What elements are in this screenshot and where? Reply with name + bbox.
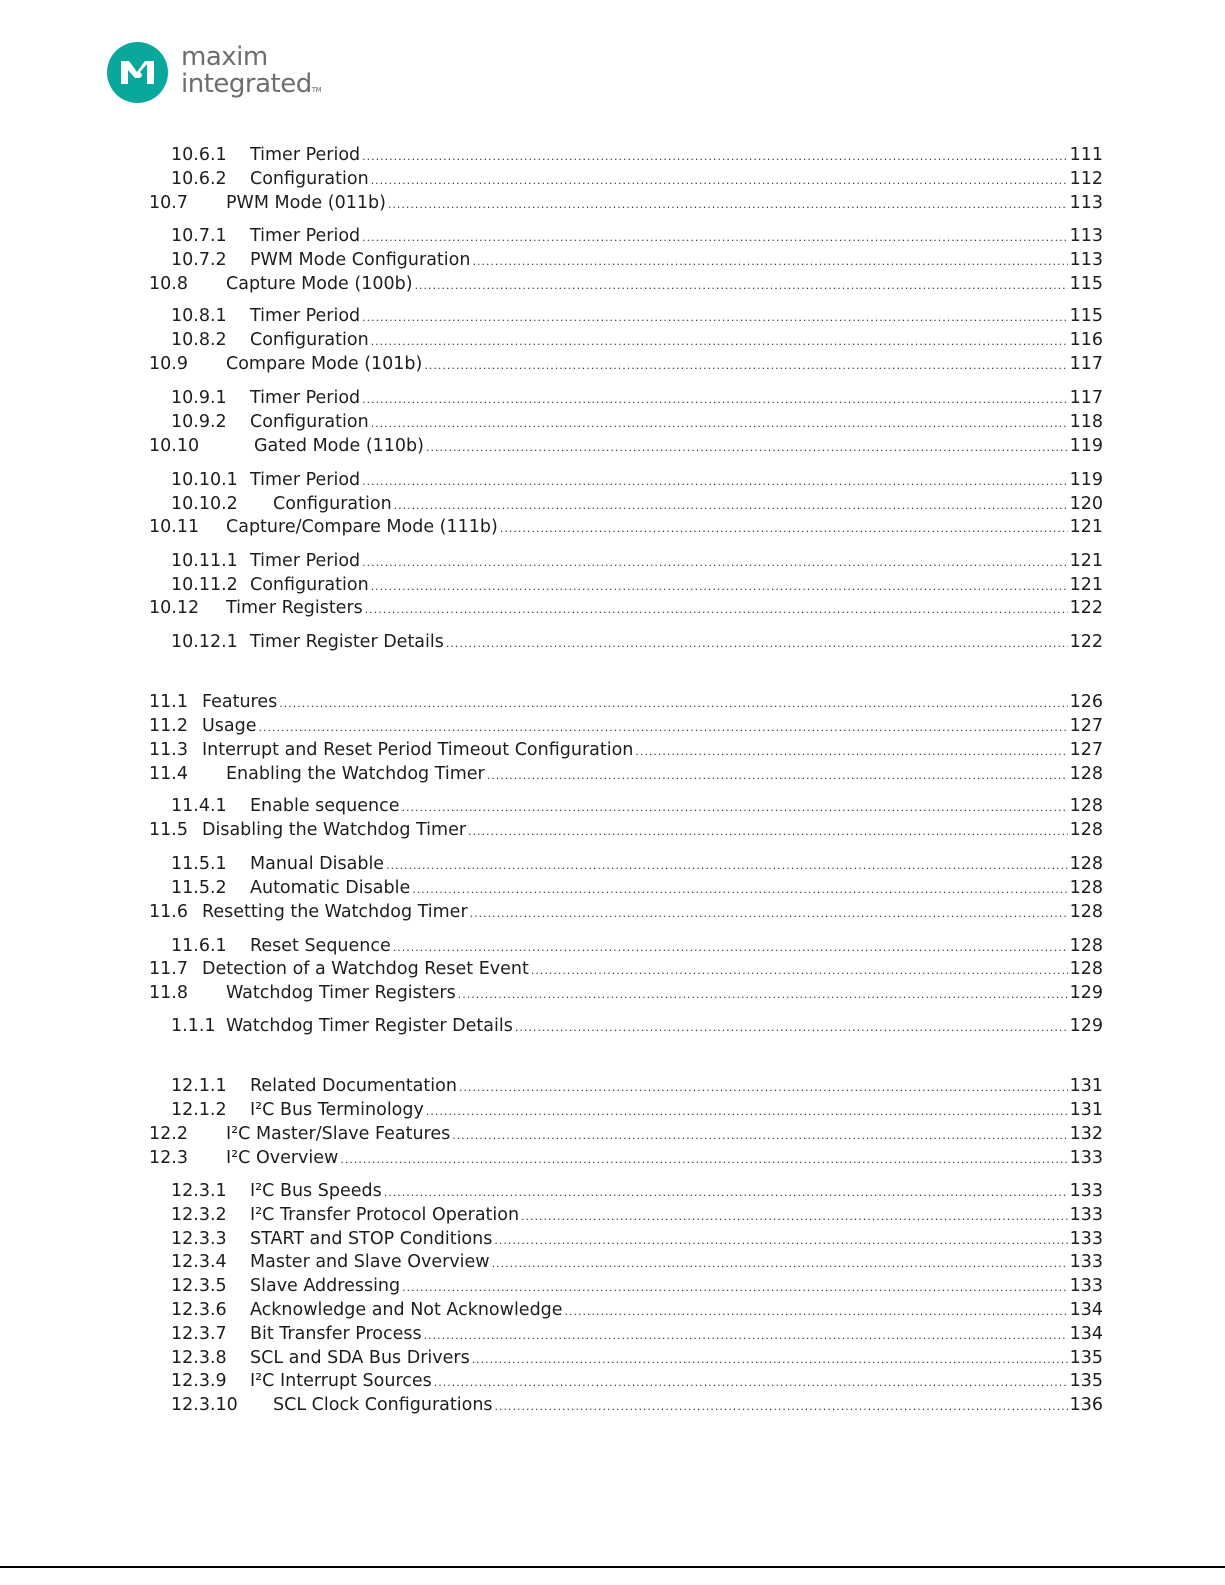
toc-entry-leader — [250, 411, 1103, 435]
toc-entry[interactable] — [0, 574, 1225, 596]
toc-entry-title[interactable]: Features — [202, 692, 278, 712]
toc-entry-title[interactable]: Compare Mode (101b) — [226, 354, 423, 374]
toc-entry-title[interactable]: Related Documentation — [250, 1076, 457, 1096]
toc-entry-title[interactable]: START and STOP Conditions — [250, 1229, 493, 1249]
toc-entry-page[interactable]: 133 — [1069, 1148, 1103, 1168]
toc-entry-leader — [226, 1147, 1103, 1171]
dot-leader — [426, 1101, 1068, 1123]
toc-entry-title[interactable]: Master and Slave Overview — [250, 1252, 490, 1272]
dot-leader — [402, 797, 1068, 819]
toc-entry-number: 12.1.2 — [171, 1100, 227, 1120]
toc-entry[interactable] — [0, 819, 1225, 841]
dot-leader — [259, 717, 1068, 739]
toc-entry-title[interactable]: Configuration — [273, 494, 392, 514]
toc-entry-number: 10.12.1 — [171, 632, 238, 652]
toc-entry-number: 10.9.2 — [171, 412, 227, 432]
dot-leader — [388, 194, 1068, 216]
toc-entry-page[interactable]: 135 — [1069, 1371, 1103, 1391]
toc-entry-leader — [254, 435, 1103, 459]
toc-entry-leader — [250, 631, 1103, 655]
toc-entry-page[interactable]: 128 — [1069, 902, 1103, 922]
toc-entry-leader — [226, 982, 1103, 1006]
dot-leader — [494, 1230, 1067, 1252]
dot-leader — [362, 552, 1067, 574]
dot-leader — [384, 1182, 1068, 1204]
toc-entry-page[interactable]: 131 — [1069, 1076, 1103, 1096]
toc-entry-page[interactable]: 127 — [1069, 740, 1103, 760]
dot-leader — [424, 1325, 1068, 1347]
toc-entry-leader — [250, 387, 1103, 411]
toc-entry-page[interactable]: 113 — [1069, 193, 1103, 213]
toc-entry-title[interactable]: Timer Register Details — [250, 632, 444, 652]
toc-entry-leader — [202, 958, 1103, 982]
dot-leader — [279, 693, 1067, 715]
toc-entry-title[interactable]: Timer Period — [250, 145, 361, 165]
toc-entry[interactable] — [0, 144, 1225, 166]
toc-entry-page[interactable]: 128 — [1069, 854, 1103, 874]
toc-entry[interactable] — [0, 225, 1225, 247]
toc-entry-title[interactable]: I²C Bus Speeds — [250, 1181, 382, 1201]
toc-entry[interactable] — [0, 853, 1225, 875]
toc-entry-number: 11.5.1 — [171, 854, 227, 874]
toc-entry-title[interactable]: Manual Disable — [250, 854, 385, 874]
toc-entry[interactable] — [0, 1099, 1225, 1121]
toc-entry[interactable] — [0, 168, 1225, 190]
toc-entry-number: 12.2 — [149, 1124, 188, 1144]
toc-entry-leader — [250, 935, 1103, 959]
toc-entry-leader — [226, 353, 1103, 377]
logo-mark-icon — [107, 42, 168, 103]
dot-leader — [362, 227, 1067, 249]
toc-entry-leader — [226, 597, 1103, 621]
toc-entry[interactable] — [0, 353, 1225, 375]
toc-entry-title[interactable]: Timer Period — [250, 470, 361, 490]
toc-entry-number: 10.12 — [149, 598, 200, 618]
toc-entry-page[interactable]: 121 — [1069, 517, 1103, 537]
toc-entry[interactable] — [0, 1370, 1225, 1392]
toc-entry-leader — [250, 877, 1103, 901]
toc-entry-leader — [250, 1370, 1103, 1394]
toc-entry-title[interactable]: Bit Transfer Process — [250, 1324, 422, 1344]
toc-entry-title[interactable]: Gated Mode (110b) — [254, 436, 424, 456]
dot-leader — [386, 855, 1068, 877]
toc-entry[interactable] — [0, 763, 1225, 785]
toc-entry-number: 12.3.2 — [171, 1205, 227, 1225]
toc-entry[interactable] — [0, 691, 1225, 713]
dot-leader — [415, 275, 1068, 297]
toc-entry-page[interactable]: 113 — [1069, 250, 1103, 270]
toc-entry-page[interactable]: 128 — [1069, 936, 1103, 956]
dot-leader — [492, 1253, 1068, 1275]
toc-entry[interactable] — [0, 329, 1225, 351]
toc-entry[interactable] — [0, 1147, 1225, 1169]
toc-entry-page[interactable]: 134 — [1069, 1324, 1103, 1344]
toc-entry-number: 11.4.1 — [171, 796, 227, 816]
toc-entry-page[interactable]: 135 — [1069, 1348, 1103, 1368]
toc-entry-leader — [250, 853, 1103, 877]
toc-entry-page[interactable]: 119 — [1069, 436, 1103, 456]
toc-entry-title[interactable]: Enable sequence — [250, 796, 400, 816]
toc-entry-leader — [250, 1299, 1103, 1323]
toc-entry-number: 10.7.2 — [171, 250, 227, 270]
dot-leader — [393, 937, 1068, 959]
toc-entry-page[interactable]: 128 — [1069, 764, 1103, 784]
toc-entry[interactable] — [0, 958, 1225, 980]
toc-entry[interactable] — [0, 1299, 1225, 1321]
toc-entry-number: 10.10 — [149, 436, 200, 456]
dot-leader — [371, 576, 1068, 598]
toc-entry-leader — [250, 1180, 1103, 1204]
toc-entry-title[interactable]: Usage — [202, 716, 257, 736]
toc-entry[interactable] — [0, 935, 1225, 957]
toc-entry-page[interactable]: 128 — [1069, 796, 1103, 816]
dot-leader — [362, 471, 1067, 493]
toc-entry-leader — [226, 273, 1103, 297]
toc-entry[interactable] — [0, 1204, 1225, 1226]
toc-entry-title[interactable]: Configuration — [250, 575, 369, 595]
toc-entry-leader — [202, 819, 1103, 843]
toc-entry[interactable] — [0, 192, 1225, 214]
toc-entry-title[interactable]: Watchdog Timer Registers — [226, 983, 456, 1003]
dot-leader — [426, 437, 1068, 459]
toc-entry-number: 10.10.2 — [171, 494, 238, 514]
toc-entry-title[interactable]: I²C Transfer Protocol Operation — [250, 1205, 520, 1225]
toc-entry-number: 12.1.1 — [171, 1076, 227, 1096]
toc-entry-title[interactable]: I²C Interrupt Sources — [250, 1371, 432, 1391]
toc-entry[interactable] — [0, 1015, 1225, 1037]
dot-leader — [487, 765, 1068, 787]
toc-entry-title[interactable]: I²C Overview — [226, 1148, 339, 1168]
toc-entry-page[interactable]: 128 — [1069, 820, 1103, 840]
toc-entry-title[interactable]: Timer Registers — [226, 598, 363, 618]
toc-entry-page[interactable]: 128 — [1069, 878, 1103, 898]
toc-entry-number: 11.6 — [149, 902, 188, 922]
toc-entry-page[interactable]: 119 — [1069, 470, 1103, 490]
toc-entry-number: 12.3.4 — [171, 1252, 227, 1272]
toc-entry-title[interactable]: Timer Period — [250, 551, 361, 571]
toc-entry[interactable] — [0, 305, 1225, 327]
toc-entry-leader — [250, 305, 1103, 329]
toc-entry[interactable] — [0, 516, 1225, 538]
toc-entry-number: 12.3 — [149, 1148, 188, 1168]
toc-entry-title[interactable]: Timer Period — [250, 226, 361, 246]
logo-text: maxim integratedTM — [181, 42, 322, 99]
toc-entry-page[interactable]: 134 — [1069, 1300, 1103, 1320]
toc-entry-leader — [250, 550, 1103, 574]
toc-entry-leader — [250, 1204, 1103, 1228]
page-bottom-rule — [0, 1566, 1225, 1568]
dot-leader — [468, 821, 1068, 843]
toc-entry-number: 12.3.6 — [171, 1300, 227, 1320]
toc-entry-number: 12.3.9 — [171, 1371, 227, 1391]
toc-entry-number: 10.6.1 — [171, 145, 227, 165]
toc-entry-leader — [226, 1015, 1103, 1039]
dot-leader — [515, 1017, 1068, 1039]
toc-entry-number: 11.3 — [149, 740, 188, 760]
toc-entry-leader — [250, 144, 1103, 168]
toc-entry-page[interactable]: 113 — [1069, 226, 1103, 246]
toc-entry-leader — [250, 795, 1103, 819]
toc-entry-page[interactable]: 122 — [1069, 632, 1103, 652]
toc-entry[interactable] — [0, 249, 1225, 271]
toc-entry[interactable] — [0, 901, 1225, 923]
toc-entry-page[interactable]: 133 — [1069, 1276, 1103, 1296]
toc-entry-number: 10.11 — [149, 517, 200, 537]
toc-entry-number: 10.7.1 — [171, 226, 227, 246]
toc-entry[interactable] — [0, 550, 1225, 572]
toc-entry-leader — [273, 1394, 1103, 1418]
toc-entry-number: 11.8 — [149, 983, 188, 1003]
dot-leader — [521, 1206, 1068, 1228]
toc-entry-page[interactable]: 133 — [1069, 1229, 1103, 1249]
toc-entry-number: 12.3.3 — [171, 1229, 227, 1249]
toc-entry-leader — [250, 249, 1103, 273]
toc-entry[interactable] — [0, 1347, 1225, 1369]
toc-entry-number: 10.10.1 — [171, 470, 238, 490]
dot-leader — [565, 1301, 1068, 1323]
toc-entry[interactable] — [0, 715, 1225, 737]
toc-entry-page[interactable]: 128 — [1069, 959, 1103, 979]
toc-entry-page[interactable]: 118 — [1069, 412, 1103, 432]
toc-entry[interactable] — [0, 411, 1225, 433]
toc-entry-leader — [250, 1323, 1103, 1347]
dot-leader — [434, 1372, 1068, 1394]
toc-entry-title[interactable]: Configuration — [250, 412, 369, 432]
toc-entry-leader — [226, 192, 1103, 216]
dot-leader — [500, 518, 1068, 540]
toc-entry-leader — [226, 763, 1103, 787]
toc-entry-title[interactable]: Reset Sequence — [250, 936, 391, 956]
toc-entry-title[interactable]: Watchdog Timer Register Details — [226, 1016, 513, 1036]
maxim-integrated-logo — [107, 42, 332, 106]
toc-entry-leader — [250, 225, 1103, 249]
toc-entry-title[interactable]: Enabling the Watchdog Timer — [226, 764, 485, 784]
toc-entry-leader — [250, 1228, 1103, 1252]
toc-entry-page[interactable]: 121 — [1069, 575, 1103, 595]
toc-entry-title[interactable]: SCL Clock Configurations — [273, 1395, 493, 1415]
toc-entry[interactable] — [0, 1323, 1225, 1345]
toc-entry-number: 10.9 — [149, 354, 188, 374]
toc-entry[interactable] — [0, 1275, 1225, 1297]
dot-leader — [424, 355, 1067, 377]
toc-entry-leader — [202, 901, 1103, 925]
toc-entry[interactable] — [0, 1123, 1225, 1145]
toc-entry[interactable] — [0, 739, 1225, 761]
toc-entry-number: 12.3.5 — [171, 1276, 227, 1296]
dot-leader — [394, 495, 1068, 517]
dot-leader — [470, 903, 1068, 925]
toc-entry[interactable] — [0, 1180, 1225, 1202]
dot-leader — [412, 879, 1067, 901]
toc-entry-number: 10.8.1 — [171, 306, 227, 326]
toc-entry-number: 11.5 — [149, 820, 188, 840]
toc-entry-leader — [250, 1275, 1103, 1299]
toc-entry[interactable] — [0, 435, 1225, 457]
toc-entry-leader — [202, 715, 1103, 739]
toc-entry[interactable] — [0, 1228, 1225, 1250]
toc-entry-leader — [226, 516, 1103, 540]
toc-entry-title[interactable]: Automatic Disable — [250, 878, 411, 898]
toc-entry-page[interactable]: 112 — [1069, 169, 1103, 189]
toc-entry-title[interactable]: Timer Period — [250, 306, 361, 326]
toc-entry-number: 10.6.2 — [171, 169, 227, 189]
toc-entry-title[interactable]: Timer Period — [250, 388, 361, 408]
toc-entry-number: 12.3.7 — [171, 1324, 227, 1344]
dot-leader — [446, 633, 1068, 655]
toc-entry-page[interactable]: 133 — [1069, 1252, 1103, 1272]
dot-leader — [362, 146, 1067, 168]
toc-entry-leader — [250, 574, 1103, 598]
dot-leader — [459, 1077, 1068, 1099]
toc-entry[interactable] — [0, 982, 1225, 1004]
toc-entry-title[interactable]: Capture/Compare Mode (111b) — [226, 517, 498, 537]
toc-entry-title[interactable]: PWM Mode (011b) — [226, 193, 386, 213]
dot-leader — [531, 960, 1068, 982]
toc-entry-title[interactable]: I²C Master/Slave Features — [226, 1124, 451, 1144]
toc-entry[interactable] — [0, 387, 1225, 409]
toc-entry-title[interactable]: SCL and SDA Bus Drivers — [250, 1348, 470, 1368]
toc-entry-number: 12.3.1 — [171, 1181, 227, 1201]
toc-entry-number: 11.6.1 — [171, 936, 227, 956]
toc-entry-page[interactable]: 129 — [1069, 983, 1103, 1003]
toc-entry-page[interactable]: 117 — [1069, 354, 1103, 374]
toc-entry-leader — [202, 691, 1103, 715]
toc-entry-page[interactable]: 131 — [1069, 1100, 1103, 1120]
toc-entry-number: 11.7 — [149, 959, 188, 979]
toc-entry-page[interactable]: 116 — [1069, 330, 1103, 350]
dot-leader — [402, 1277, 1067, 1299]
toc-entry-title[interactable]: Resetting the Watchdog Timer — [202, 902, 468, 922]
toc-entry-title[interactable]: Acknowledge and Not Acknowledge — [250, 1300, 563, 1320]
toc-entry-title[interactable]: Slave Addressing — [250, 1276, 401, 1296]
toc-entry-number: 10.8 — [149, 274, 188, 294]
toc-entry-number: 12.3.10 — [171, 1395, 238, 1415]
toc-entry-title[interactable]: Disabling the Watchdog Timer — [202, 820, 467, 840]
toc-entry-title[interactable]: Configuration — [250, 330, 369, 350]
toc-entry-page[interactable]: 133 — [1069, 1181, 1103, 1201]
toc-entry[interactable] — [0, 493, 1225, 515]
toc-entry-title[interactable]: Interrupt and Reset Period Timeout Configuration — [202, 740, 634, 760]
toc-entry-number: 10.11.1 — [171, 551, 238, 571]
dot-leader — [452, 1125, 1067, 1147]
toc-entry-leader — [250, 1347, 1103, 1371]
toc-entry[interactable] — [0, 795, 1225, 817]
dot-leader — [458, 984, 1068, 1006]
dot-leader — [371, 413, 1068, 435]
toc-entry-page[interactable]: 133 — [1069, 1205, 1103, 1225]
toc-entry-page[interactable]: 115 — [1069, 306, 1103, 326]
dot-leader — [365, 599, 1068, 621]
toc-entry-leader — [250, 329, 1103, 353]
toc-entry-number: 10.11.2 — [171, 575, 238, 595]
toc-entry-page[interactable]: 111 — [1069, 145, 1103, 165]
toc-entry-page[interactable]: 129 — [1069, 1016, 1103, 1036]
toc-entry-number: 12.3.8 — [171, 1348, 227, 1368]
toc-entry-page[interactable]: 120 — [1069, 494, 1103, 514]
toc-entry-page[interactable]: 136 — [1069, 1395, 1103, 1415]
toc-entry-leader — [250, 469, 1103, 493]
toc-entry-leader — [250, 168, 1103, 192]
toc-entry-page[interactable]: 115 — [1069, 274, 1103, 294]
toc-entry-page[interactable]: 127 — [1069, 716, 1103, 736]
toc-entry-page[interactable]: 117 — [1069, 388, 1103, 408]
toc-entry[interactable] — [0, 469, 1225, 491]
toc-entry-page[interactable]: 122 — [1069, 598, 1103, 618]
toc-entry-number: 10.8.2 — [171, 330, 227, 350]
dot-leader — [362, 389, 1067, 411]
toc-entry[interactable] — [0, 631, 1225, 653]
toc-entry-title[interactable]: PWM Mode Configuration — [250, 250, 471, 270]
toc-entry-number: 11.1 — [149, 692, 188, 712]
dot-leader — [371, 170, 1068, 192]
toc-entry-page[interactable]: 121 — [1069, 551, 1103, 571]
toc-entry[interactable] — [0, 1251, 1225, 1273]
toc-entry-number: 11.5.2 — [171, 878, 227, 898]
toc-entry[interactable] — [0, 273, 1225, 295]
toc-entry-number: 10.7 — [149, 193, 188, 213]
toc-entry[interactable] — [0, 877, 1225, 899]
toc-entry-leader — [250, 1075, 1103, 1099]
dot-leader — [472, 1349, 1068, 1371]
dot-leader — [635, 741, 1067, 763]
toc-entry[interactable] — [0, 1394, 1225, 1416]
toc-entry-leader — [273, 493, 1103, 517]
dot-leader — [371, 331, 1068, 353]
toc-entry-page[interactable]: 126 — [1069, 692, 1103, 712]
toc-entry-title[interactable]: Capture Mode (100b) — [226, 274, 413, 294]
dot-leader — [362, 307, 1067, 329]
toc-entry-leader — [202, 739, 1103, 763]
toc-entry-number: 11.2 — [149, 716, 188, 736]
toc-entry-number: 11.4 — [149, 764, 188, 784]
dot-leader — [495, 1396, 1068, 1418]
toc-entry-title[interactable]: Configuration — [250, 169, 369, 189]
toc-entry-number: 10.9.1 — [171, 388, 227, 408]
toc-entry-title[interactable]: Detection of a Watchdog Reset Event — [202, 959, 529, 979]
toc-entry-leader — [226, 1123, 1103, 1147]
toc-entry-number: 1.1.1 — [171, 1016, 216, 1036]
toc-entry-title[interactable]: I²C Bus Terminology — [250, 1100, 424, 1120]
dot-leader — [340, 1149, 1067, 1171]
toc-entry-page[interactable]: 132 — [1069, 1124, 1103, 1144]
toc-entry[interactable] — [0, 1075, 1225, 1097]
toc-entry-leader — [250, 1251, 1103, 1275]
toc-entry-leader — [250, 1099, 1103, 1123]
dot-leader — [472, 251, 1067, 273]
toc-entry[interactable] — [0, 597, 1225, 619]
